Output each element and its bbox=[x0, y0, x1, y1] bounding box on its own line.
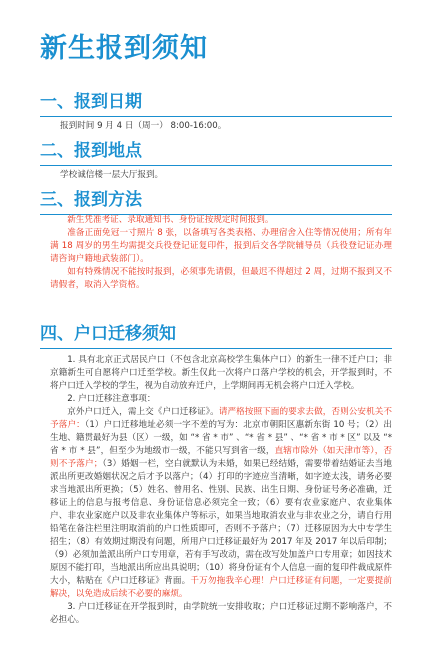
hukou-item-2-label: 2. 户口迁移注意事项： bbox=[67, 394, 156, 404]
section-heading-method: 三、报到方法 bbox=[40, 190, 392, 215]
date-text: 报到时间 9 月 4 日（周一） 8:00-16:00。 bbox=[60, 121, 227, 131]
location-text: 学校诚信楼一层大厅报到。 bbox=[60, 170, 164, 180]
hukou-item-2d: 直辖市除外（如天津市等），否则不予落户； bbox=[50, 446, 392, 469]
hukou-item-3: 3. 户口迁移证在开学报到时，由学院统一安排收取；户口迁移证过期不影响落户，不必担心。 bbox=[50, 602, 392, 625]
section-heading-hukou: 四、户口迁移须知 bbox=[40, 324, 392, 349]
method-line-1: 新生凭准考证、录取通知书、身份证按规定时间报到。 bbox=[67, 215, 274, 225]
method-line-3: 如有特殊情况不能按时报到，必须事先请假，但最迟不得超过 2 周，过期不报到又不请假者，取消入学资格。 bbox=[50, 267, 392, 290]
hukou-item-2e: （3）婚姻一栏，空白就默认为未婚，如果已经结婚，需要带着结婚证去当地派出所更改婚姻状况之后才予以落户；（4）打印的字迹应当清晰，如字迹太浅，请务必要求当地派出所更换；（5）姓名、曾用名、性别、民族、出生日期、身份证号务必准确，迁移证上的信息与报考信息、身份证信息必须完全一致；（6）要有农业家庭户、农业集体户、非农业家庭户以及非农业集体户等标示，如果当地取消农业与非农业之分，请自行用铅笔在备注栏里注明取消前的户口性质即可，否则不予落户；（7）迁移原因为大中专学生招生；（8）有效期过期没有问题，所用户口迁移证最好为 2017 年及 2017 年以后印制；（9）必须加盖派出所户口专用章，若有手写改动，需在改写处加盖户口专用章；如因技术原因不能打印，当地派出所应出具说明；（10）将身份证有个人信息一面的复印件裁成原件大小，粘贴在《户口迁移证》背面。 bbox=[50, 459, 392, 586]
hukou-item-1: 1. 具有北京正式居民户口（不包含北京高校学生集体户口）的新生一律不迁户口；非京籍新生可自愿将户口迁至学校。新生仅此一次将户口落户学校的机会，开学报到时，不将户口迁入学校的学生，视为自动放弃迁户，上学期间再无机会将户口迁入学校。 bbox=[50, 355, 392, 391]
hukou-item-2-body bbox=[50, 406, 392, 601]
hukou-item-2a: 京外户口迁入，需上交《户口迁移证》。 bbox=[67, 407, 219, 417]
section-heading-date: 一、报到日期 bbox=[40, 92, 392, 117]
page-title: 新生报到须知 bbox=[40, 33, 208, 64]
section-heading-location: 二、报到地点 bbox=[40, 141, 392, 166]
hukou-item-2b: 请严格按照下面的要求去做，否则公安机关不予落户： bbox=[50, 407, 392, 430]
hukou-item-2c: （1）户口迁移地址必须一字不差的写为：北京市朝阳区惠新东街 10 号；（2）出生地、籍贯最好为县（区）一级，如 “* 省 * 市” 、“* 省 * 县” 、“* 省 * 市 * 区” 以及 “* 省 * 市 * 县”，但至少为地级市一级，不能只写到省一级， bbox=[50, 420, 392, 456]
hukou-block bbox=[50, 354, 392, 627]
hukou-item-2f: 千万勿拖我辛心理！户口迁移证有问题，一定要提前解决，以免造成后续不必要的麻烦。 bbox=[50, 576, 392, 599]
method-line-2: 准备正面免冠一寸照片 8 张，以备填写各类表格、办理宿舍入住等情况使用；所有年满 18 周岁的男生均需提交兵役登记证复印件，报到后交各学院辅导员（兵役登记证办理请咨询户籍地武装部门）。 bbox=[50, 228, 392, 264]
method-block bbox=[50, 214, 392, 292]
